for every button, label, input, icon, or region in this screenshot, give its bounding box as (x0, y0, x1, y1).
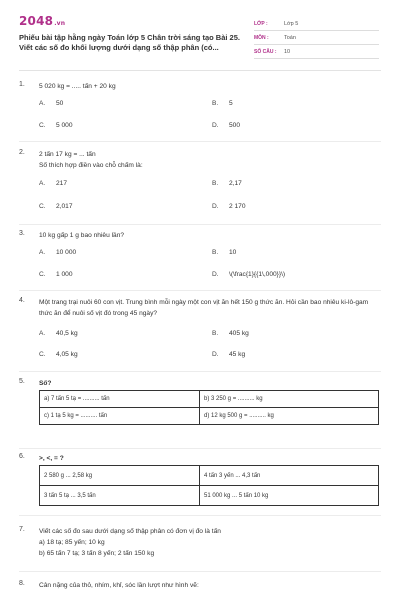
worksheet-header (0, 0, 400, 72)
header-divider (19, 70, 381, 71)
table-row (40, 486, 379, 506)
option-a[interactable]: A. 10 000 (39, 249, 77, 256)
table-cell[interactable]: a) 7 tấn 5 tạ = .......... tấn (40, 391, 200, 408)
question-8: 8. Cân nặng của thỏ, nhím, khỉ, sóc lần lượt như hình vẽ: (19, 580, 199, 589)
option-d[interactable]: D. 45 kg (212, 351, 246, 358)
option-d[interactable]: D. \(\frac{1}{{1\,000}}\) (212, 271, 286, 278)
option-a[interactable]: A. 40,5 kg (39, 330, 78, 337)
option-b[interactable]: B. 10 (212, 249, 237, 256)
option-c[interactable]: C. 2,017 (39, 203, 73, 210)
table-row (40, 466, 379, 486)
worksheet-title: Phiếu bài tập hằng ngày Toán lớp 5 Chân trời sáng tạo Bài 25. Viết các số đo khối lượng dưới dạng số thập phân (có... (19, 33, 240, 52)
meta-question-count: SỐ CÂU : 10 (254, 45, 379, 59)
worksheet-meta (254, 17, 379, 59)
table-row (40, 408, 379, 425)
table-cell[interactable]: 3 tấn 5 tạ ... 3,5 tấn (40, 486, 200, 506)
table-cell[interactable]: 2 580 g ... 2,58 kg (40, 466, 200, 486)
question-6: 6. >, <, = ? 2 580 g ... 2,58 kg 4 tấn 3 yến ... 4,3 tấn 3 tấn 5 tạ ... 3,5 tấn 51 000 kg ... 5 tấn 10 kg (19, 453, 381, 513)
option-c[interactable]: C. 1 000 (39, 271, 73, 278)
question-7: 7. Viết các số đo sau dưới dạng số thập phân có đơn vị đo là tấn a) 18 tạ; 85 yến; 10 kg b) 65 tấn 7 tạ; 3 tấn 8 yến; 2 tấn 150 kg (19, 526, 381, 566)
option-b[interactable]: B. 2,17 (212, 180, 242, 187)
question-2: 2. 2 tấn 17 kg = ... tấn Số thích hợp điền vào chỗ chấm là: A. 217 B. 2,17 C. 2,017 D. 2 170 (19, 149, 381, 219)
question-separator (19, 371, 381, 372)
question-separator (19, 448, 381, 449)
question-1: 1. 5 020 kg = ..... tấn + 20 kg A. 50 B. 5 C. 5 000 D. 500 (19, 81, 381, 141)
comparison-table (39, 465, 379, 506)
option-c[interactable]: C. 5 000 (39, 122, 73, 129)
option-b[interactable]: B. 5 (212, 100, 233, 107)
question-4: 4. Một trang trại nuôi 60 con vịt. Trung bình mỗi ngày một con vịt ăn hết 150 g thức ăn. Hỏi cần bao nhiêu ki-lô-gam thức ăn để nuôi số vịt đó trong 45 ngày? A. 40,5 kg B. 405 kg C. 4,05 kg D. 45 kg (19, 297, 381, 367)
question-separator (19, 515, 381, 516)
fill-in-table (39, 390, 379, 425)
option-d[interactable]: D. 500 (212, 122, 241, 129)
meta-grade: LỚP : Lớp 5 (254, 17, 379, 31)
table-cell[interactable]: d) 12 kg 500 g = .......... kg (200, 408, 379, 425)
option-b[interactable]: B. 405 kg (212, 330, 249, 337)
question-5: 5. Số? a) 7 tấn 5 tạ = .......... tấn b) 3 250 g = .......... kg c) 1 tạ 5 kg = .......... tấn d) 12 kg 500 g = .......... kg (19, 378, 381, 444)
option-a[interactable]: A. 217 (39, 180, 68, 187)
option-a[interactable]: A. 50 (39, 100, 64, 107)
question-separator (19, 290, 381, 291)
option-c[interactable]: C. 4,05 kg (39, 351, 78, 358)
option-d[interactable]: D. 2 170 (212, 203, 246, 210)
question-3: 3. 10 kg gấp 1 g bao nhiêu lần? A. 10 000 B. 10 C. 1 000 D. \(\frac{1}{{1\,000}}\) (19, 230, 381, 290)
question-separator (19, 224, 381, 225)
meta-subject: MÔN : Toán (254, 31, 379, 45)
table-row (40, 391, 379, 408)
question-separator (19, 141, 381, 142)
table-cell[interactable]: 51 000 kg ... 5 tấn 10 kg (200, 486, 379, 506)
table-cell[interactable]: 4 tấn 3 yến ... 4,3 tấn (200, 466, 379, 486)
question-separator (19, 571, 381, 572)
table-cell[interactable]: b) 3 250 g = .......... kg (200, 391, 379, 408)
site-logo[interactable]: 2048.vn (19, 14, 66, 28)
table-cell[interactable]: c) 1 tạ 5 kg = .......... tấn (40, 408, 200, 425)
